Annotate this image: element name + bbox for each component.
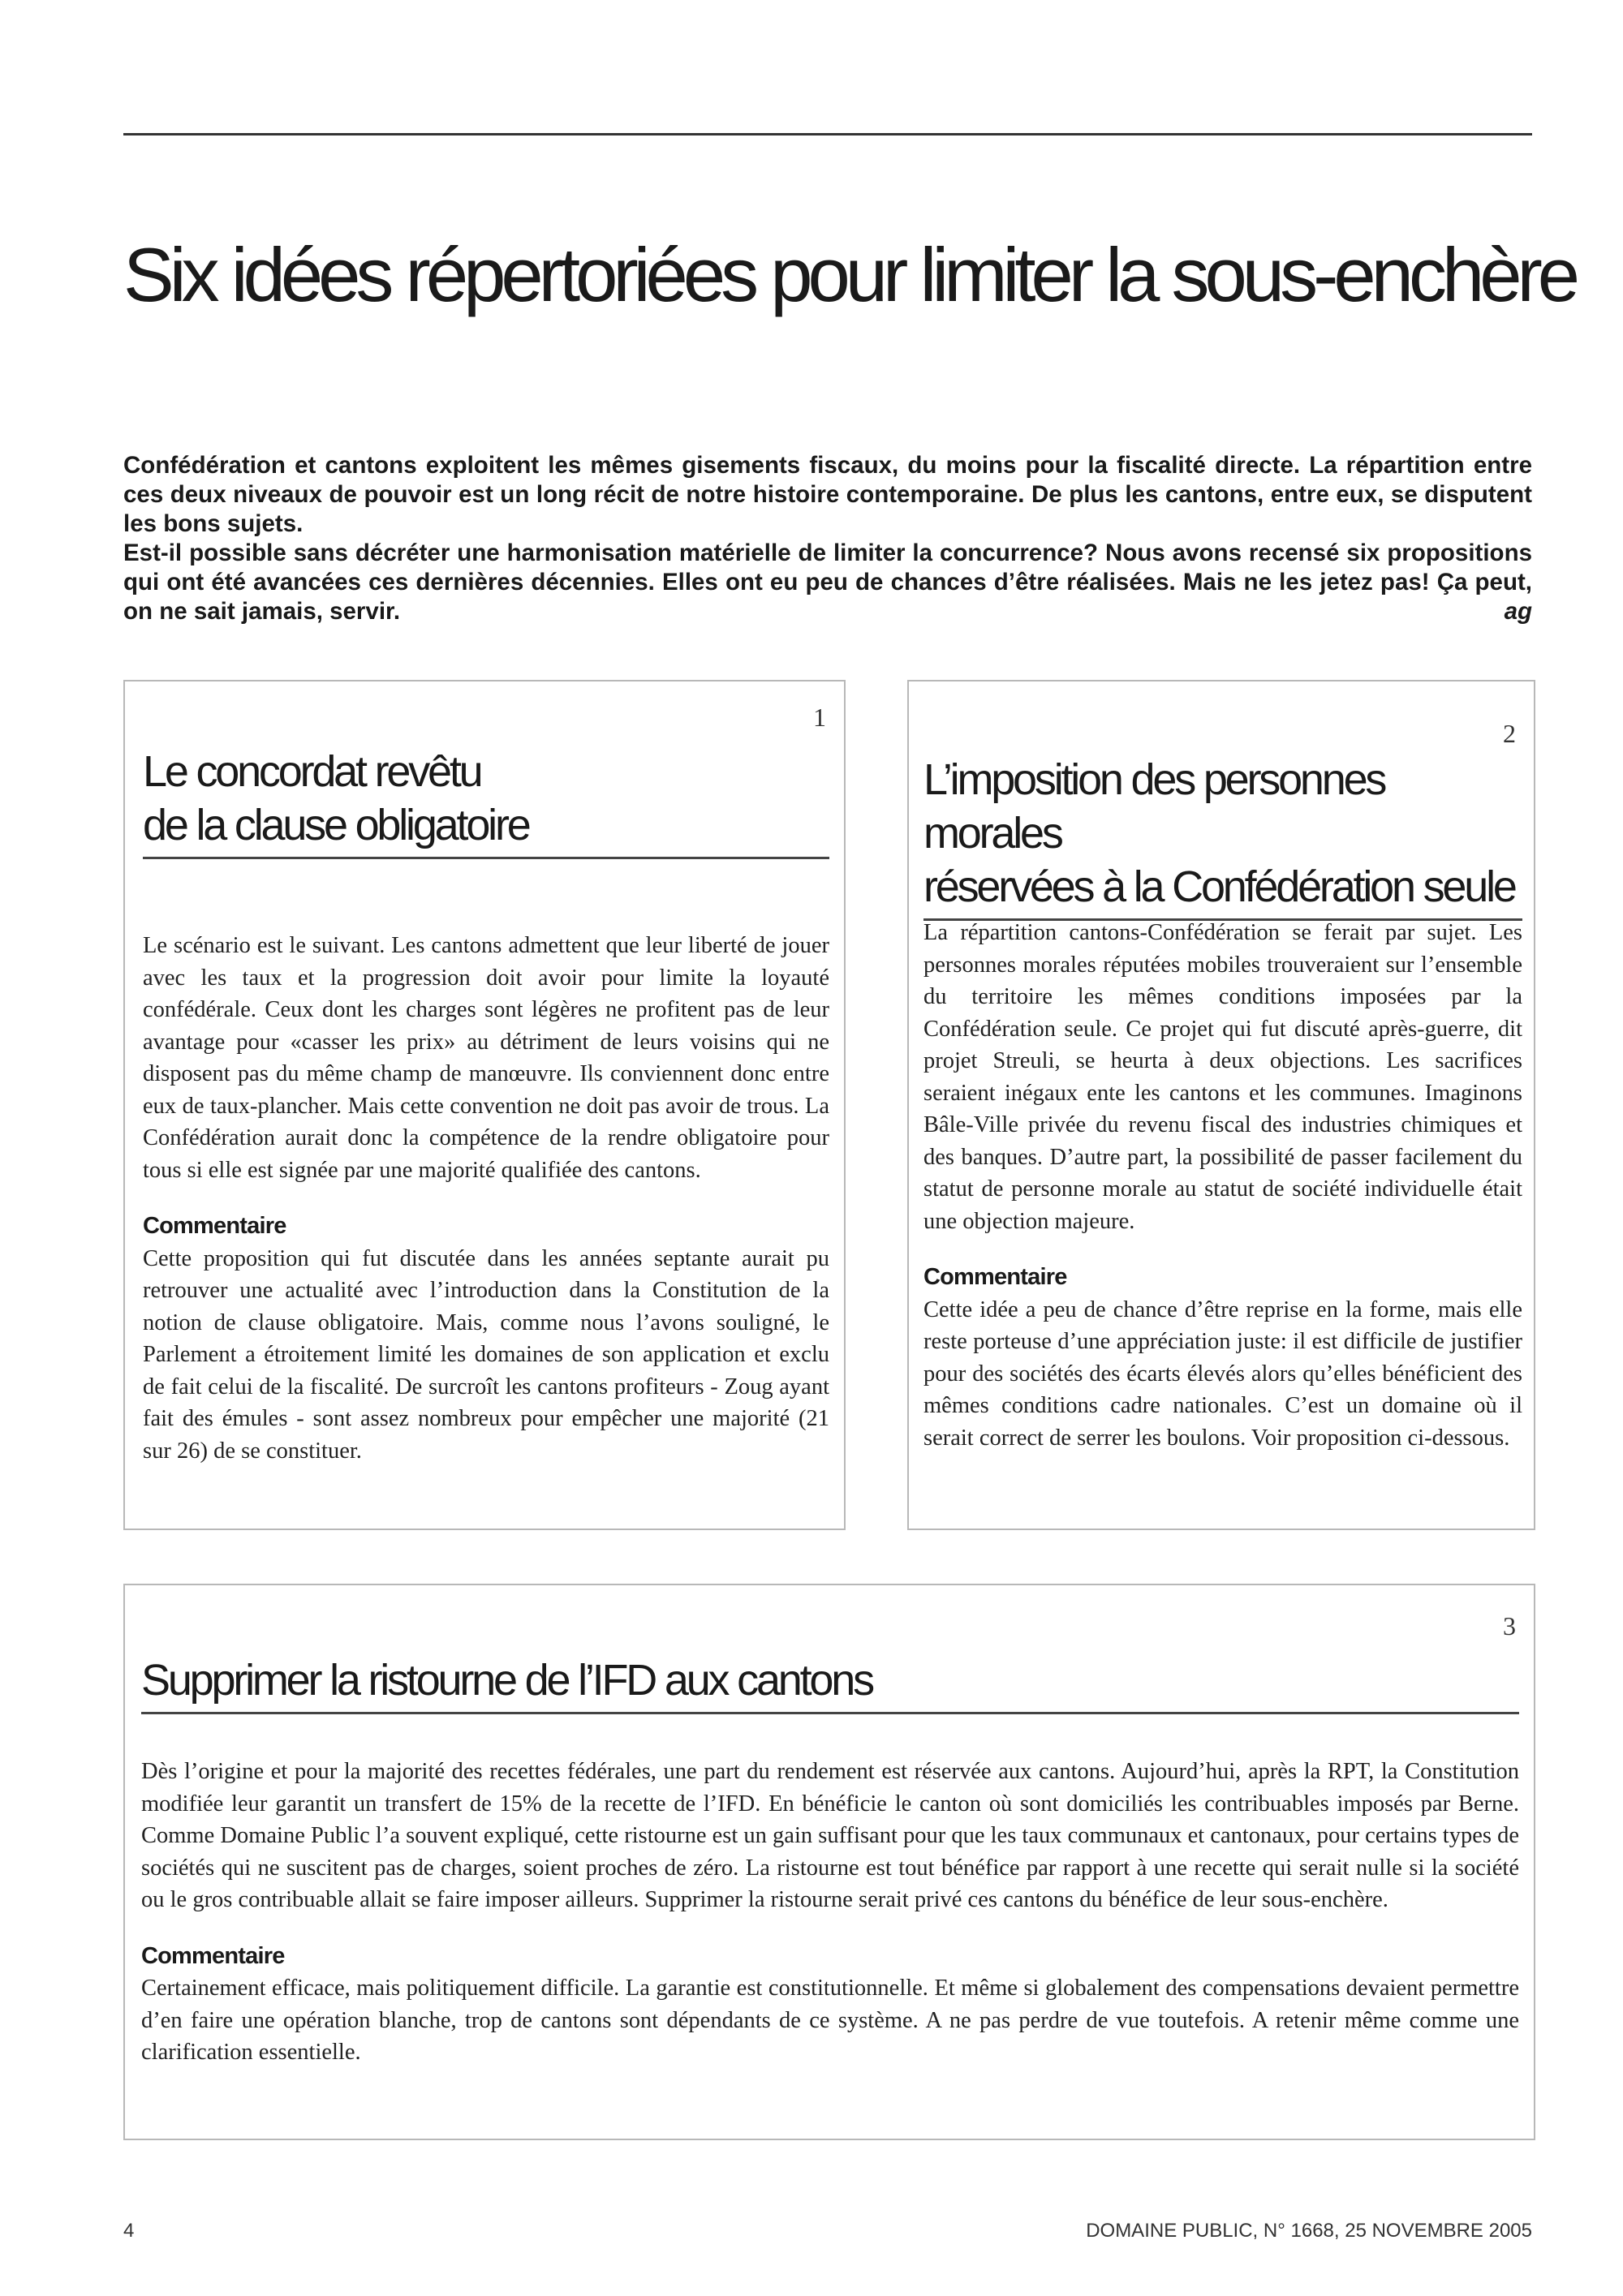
proposal-number: 1 (813, 703, 826, 732)
top-rule (123, 133, 1532, 135)
page-number: 4 (123, 2220, 135, 2242)
proposal-title-line-2: réservées à la Confédération seule (923, 862, 1515, 911)
comment-text: Cette idée a peu de chance d’être reprise en la forme, mais elle reste porteuse d’une appréciation juste: il est difficile de justifier pour des sociétés des écarts élevés alors qu’elles bénéficient des mêmes conditions cadre nationales. C’est un domaine où il serait correct de serrer les boulons. Voir proposition ci-dessous. (923, 1296, 1522, 1451)
comment-heading: Commentaire (143, 1213, 286, 1239)
proposal-box-1 (123, 680, 846, 1530)
intro-paragraph-2 (123, 539, 1532, 626)
proposal-title-line-1: Le concordat revêtu (143, 747, 481, 796)
comment-heading: Commentaire (923, 1264, 1067, 1290)
proposal-text: La répartition cantons-Confédération se ferait par sujet. Les personnes morales réputées mobiles trouveraient sur l’ensemble du territoire les mêmes conditions imposées par la Confédération seule. Ce projet qui fut discuté après-guerre, dit projet Streuli, se heurta à deux objections. Les sacrifices seraient inégaux ente les cantons et les communes. Imaginons Bâle-Ville privée du revenu fiscal des industries chimiques et des banques. D’autre part, la possibilité de passer facilement du statut de personne morale au statut de société individuelle était une objection majeure. (923, 920, 1522, 1234)
proposal-body (143, 930, 829, 1467)
intro-paragraph-2-text: Est-il possible sans décréter une harmonisation matérielle de limiter la concurrence? Nous avons recensé six propositions qui ont été avancées ces dernières décennies. Elles ont eu peu de chances d’être réalisées. Mais ne les jetez pas! Ça peut, on ne sait jamais, servir. (123, 540, 1532, 625)
proposal-number: 3 (1503, 1611, 1516, 1640)
proposal-box-3 (123, 1584, 1535, 2140)
comment-heading: Commentaire (141, 1942, 285, 1969)
proposal-title-line-1: L’imposition des personnes morales (923, 755, 1385, 858)
proposal-text: Dès l’origine et pour la majorité des recettes fédérales, une part du rendement est réservée aux cantons. Aujourd’hui, après la RPT, la Constitution modifiée leur garantit un transfert de 15% de la recette de l’IFD. En bénéficie le canton où sont domiciliés les contribuables imposés par Berne. Comme Domaine Public l’a souvent expliqué, cette ristourne est un gain suffisant pour que les taux communaux et cantonaux, pour certains types de sociétés qui ne suscitent pas de charges, soient proches de zéro. La ristourne est tout bénéfice par rapport à une recette qui serait nulle si la société ou le gros contribuable allait se faire imposer ailleurs. Supprimer la ristourne serait privé ces cantons du bénéfice de leur sous-enchère. (141, 1759, 1519, 1912)
intro-lead (123, 451, 1532, 626)
proposal-title-line-1: Supprimer la ristourne de l’IFD aux cantons (141, 1656, 872, 1705)
proposal-title (143, 745, 829, 859)
page-title: Six idées répertoriées pour limiter la sous-enchère (123, 232, 1576, 317)
proposal-title-line-2: de la clause obligatoire (143, 801, 529, 849)
proposal-body (923, 917, 1522, 1454)
author-signature: ag (1504, 598, 1532, 625)
proposal-body (141, 1756, 1519, 2069)
intro-paragraph-1: Confédération et cantons exploitent les mêmes gisements fiscaux, du moins pour la fiscalité directe. La répartition entre ces deux niveaux de pouvoir est un long récit de notre histoire contemporaine. De plus les cantons, entre eux, se disputent les bons sujets. (123, 452, 1532, 537)
comment-text: Certainement efficace, mais politiquement difficile. La garantie est constitutionnelle. Et même si globalement des compensations devaient permettre d’en faire une opération blanche, trop de cantons sont dépendants de ce système. A ne pas perdre de vue toutefois. A retenir même comme une clarification essentielle. (141, 1976, 1519, 2065)
comment-text: Cette proposition qui fut discutée dans les années septante aurait pu retrouver une actualité avec l’introduction dans la Constitution de la notion de clause obligatoire. Mais, comme nous l’avons souligné, le Parlement a étroitement limité les domaines de son application et exclu de fait celui de la fiscalité. De surcroît les cantons profiteurs - Zoug ayant fait des émules - sont assez nombreux pour empêcher une majorité (21 sur 26) de se constituer. (143, 1245, 829, 1464)
publication-info: DOMAINE PUBLIC, N° 1668, 25 NOVEMBRE 2005 (1086, 2220, 1532, 2242)
proposal-title (923, 753, 1522, 921)
proposal-title (141, 1653, 1519, 1714)
proposal-number: 2 (1503, 719, 1516, 748)
proposal-box-2 (907, 680, 1535, 1530)
proposal-text: Le scénario est le suivant. Les cantons admettent que leur liberté de jouer avec les taux et la progression doit avoir pour limite la loyauté confédérale. Ceux dont les charges sont légères ne profitent pas de leur avantage pour «casser les prix» au détriment de leurs voisins qui ne disposent pas du même champ de manœuvre. Ils conviennent donc entre eux de taux-plancher. Mais cette convention ne doit pas avoir de trous. La Confédération aurait donc la compétence de la rendre obligatoire pour tous si elle est signée par une majorité qualifiée des cantons. (143, 933, 829, 1183)
